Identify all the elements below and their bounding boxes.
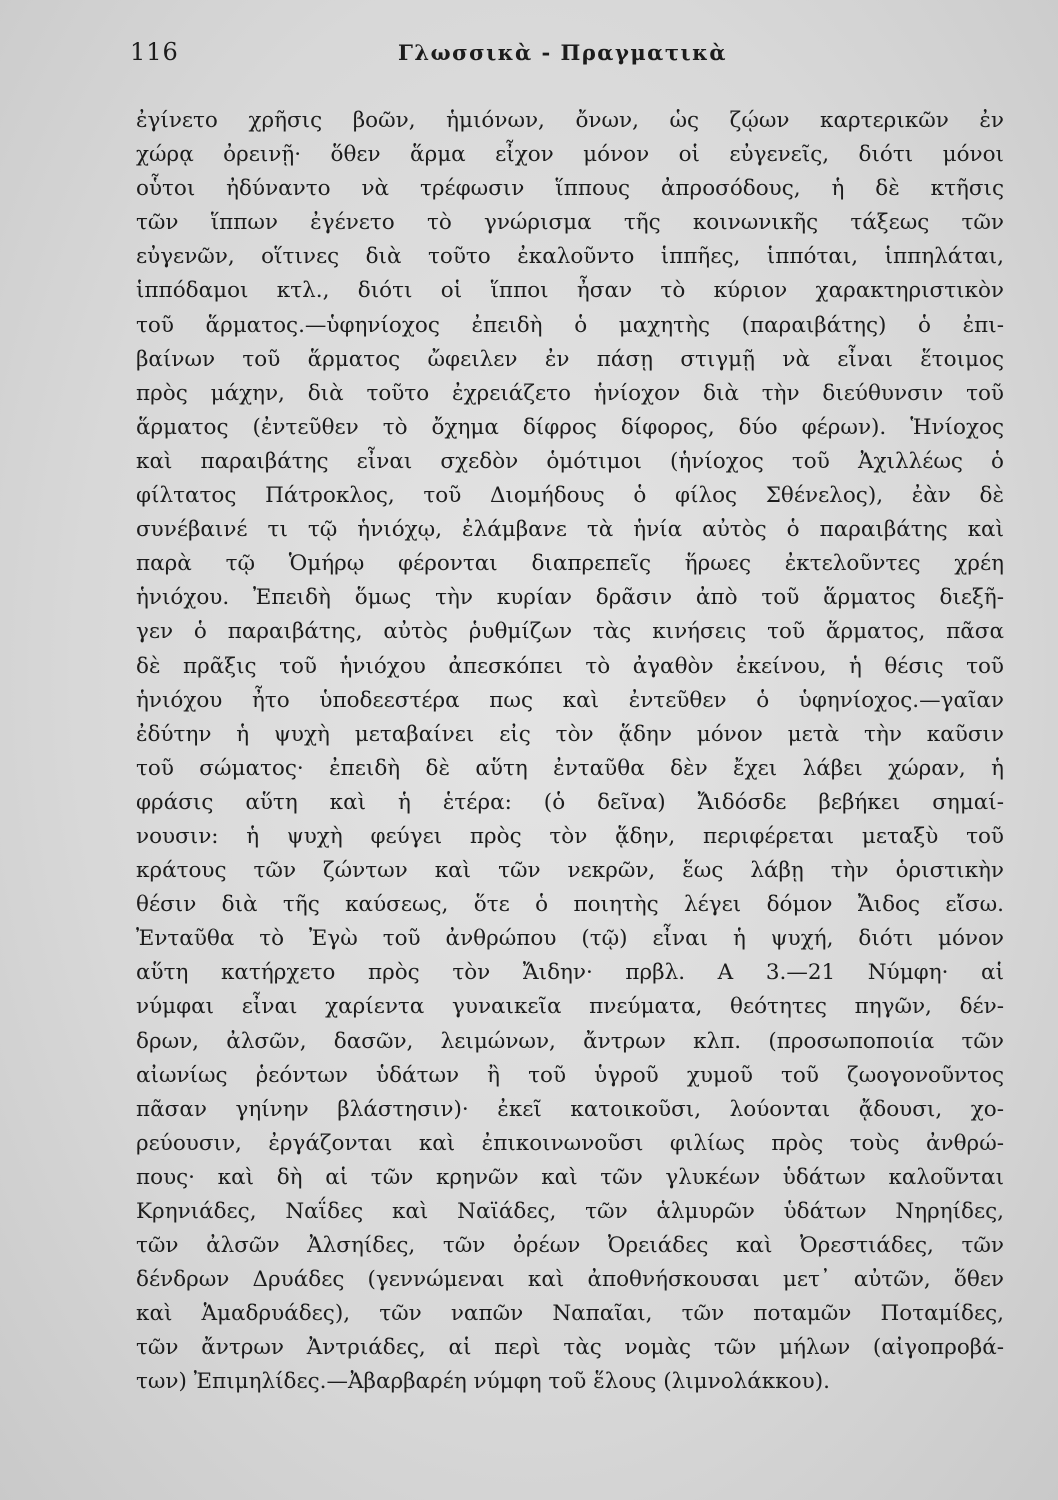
- text-line: πους· καὶ δὴ αἱ τῶν κρηνῶν καὶ τῶν γλυκέων ὑδάτων καλοῦνται: [136, 1164, 1004, 1190]
- text-line: παρὰ τῷ Ὁμήρῳ φέρονται διαπρεπεῖς ἥρωες ἐκτελοῦντες χρέη: [136, 551, 1004, 577]
- text-line: χώρᾳ ὀρεινῇ· ὅθεν ἅρμα εἶχον μόνον οἱ εὐγενεῖς, διότι μόνοι: [136, 142, 1004, 168]
- text-line: τῶν ἵππων ἐγένετο τὸ γνώρισμα τῆς κοινωνικῆς τάξεως τῶν: [136, 210, 1004, 236]
- text-line: δὲ πρᾶξις τοῦ ἡνιόχου ἀπεσκόπει τὸ ἀγαθὸν ἐκείνου, ἡ θέσις τοῦ: [136, 653, 1004, 679]
- running-head: [130, 38, 988, 68]
- text-line: νύμφαι εἶναι χαρίεντα γυναικεῖα πνεύματα, θεότητες πηγῶν, δέν-: [136, 994, 1004, 1020]
- text-line: φίλτατος Πάτροκλος, τοῦ Διομήδους ὁ φίλος Σθένελος), ἐὰν δὲ: [136, 483, 1004, 509]
- text-line: των) Ἐπιμηλίδες.—Ἀβαρβαρέη νύμφη τοῦ ἕλους (λιμνολάκκου).: [136, 1369, 830, 1395]
- text-line: καὶ Ἁμαδρυάδες), τῶν ναπῶν Ναπαῖαι, τῶν ποταμῶν Ποταμίδες,: [136, 1301, 1004, 1327]
- text-line: κράτους τῶν ζώντων καὶ τῶν νεκρῶν, ἕως λάβῃ τὴν ὁριστικὴν: [136, 858, 1004, 884]
- text-line: νουσιν: ἡ ψυχὴ φεύγει πρὸς τὸν ᾅδην, περιφέρεται μεταξὺ τοῦ: [136, 823, 1004, 849]
- text-line: δένδρων Δρυάδες (γεννώμεναι καὶ ἀποθνήσκουσαι μετ᾽ αὐτῶν, ὅθεν: [136, 1267, 1004, 1293]
- text-line: οὗτοι ἠδύναντο νὰ τρέφωσιν ἵππους ἀπροσόδους, ἡ δὲ κτῆσις: [136, 176, 1004, 202]
- text-line: τῶν ἀλσῶν Ἀλσηίδες, τῶν ὀρέων Ὀρειάδες καὶ Ὀρεστιάδες, τῶν: [136, 1233, 1004, 1259]
- text-line: φράσις αὕτη καὶ ἡ ἑτέρα: (ὁ δεῖνα) Ἄιδόσδε βεβήκει σημαί-: [136, 789, 1004, 815]
- text-line: πᾶσαν γηίνην βλάστησιν)· ἐκεῖ κατοικοῦσι, λούονται ᾄδουσι, χο-: [136, 1096, 1004, 1122]
- text-line: βαίνων τοῦ ἅρματος ὤφειλεν ἐν πάσῃ στιγμῇ νὰ εἶναι ἕτοιμος: [136, 346, 1004, 372]
- text-line: ἱππόδαμοι κτλ., διότι οἱ ἵπποι ἦσαν τὸ κύριον χαρακτηριστικὸν: [136, 278, 1004, 304]
- text-line: Κρηνιάδες, Ναΐδες καὶ Ναϊάδες, τῶν ἁλμυρῶν ὑδάτων Νηρηίδες,: [136, 1199, 1004, 1224]
- text-line: ρεύουσιν, ἐργάζονται καὶ ἐπικοινωνοῦσι φιλίως πρὸς τοὺς ἀνθρώ-: [136, 1130, 1004, 1156]
- text-line: Ἐνταῦθα τὸ Ἐγὼ τοῦ ἀνθρώπου (τῷ) εἶναι ἡ ψυχή, διότι μόνον: [136, 926, 1004, 952]
- text-line: τῶν ἄντρων Ἀντριάδες, αἱ περὶ τὰς νομὰς τῶν μήλων (αἰγοπροβά-: [136, 1335, 1004, 1361]
- text-line: ἡνιόχου ἦτο ὑποδεεστέρα πως καὶ ἐντεῦθεν ὁ ὑφηνίοχος.—γαῖαν: [136, 687, 1004, 713]
- text-line: ἅρματος (ἐντεῦθεν τὸ ὄχημα δίφρος δίφορος, δύο φέρων). Ἡνίοχος: [136, 414, 1004, 440]
- text-line: συνέβαινέ τι τῷ ἡνιόχῳ, ἐλάμβανε τὰ ἡνία αὐτὸς ὁ παραιβάτης καὶ: [136, 517, 1004, 543]
- page-number: 116: [130, 38, 179, 66]
- text-line: εὐγενῶν, οἵτινες διὰ τοῦτο ἐκαλοῦντο ἱππῆες, ἱππόται, ἱππηλάται,: [136, 244, 1004, 270]
- text-line: τοῦ ἅρματος.—ὑφηνίοχος ἐπειδὴ ὁ μαχητὴς (παραιβάτης) ὁ ἐπι-: [136, 312, 1004, 338]
- text-line: πρὸς μάχην, διὰ τοῦτο ἐχρειάζετο ἡνίοχον διὰ τὴν διεύθυνσιν τοῦ: [136, 380, 1004, 406]
- text-line: καὶ παραιβάτης εἶναι σχεδὸν ὁμότιμοι (ἡνίοχος τοῦ Ἀχιλλέως ὁ: [136, 448, 1004, 474]
- body-text: [136, 104, 1004, 1400]
- text-line: ἐγίνετο χρῆσις βοῶν, ἡμιόνων, ὄνων, ὡς ζῴων καρτερικῶν ἐν: [136, 108, 1004, 133]
- text-line: ἡνιόχου. Ἐπειδὴ ὅμως τὴν κυρίαν δρᾶσιν ἀπὸ τοῦ ἅρματος διεξῆ-: [136, 585, 1004, 611]
- text-line: ἐδύτην ἡ ψυχὴ μεταβαίνει εἰς τὸν ᾅδην μόνον μετὰ τὴν καῦσιν: [136, 721, 1004, 747]
- text-line: γεν ὁ παραιβάτης, αὐτὸς ῥυθμίζων τὰς κινήσεις τοῦ ἅρματος, πᾶσα: [136, 619, 1004, 645]
- running-title: Γλωσσικὰ - Πραγματικὰ: [398, 40, 728, 65]
- text-line: τοῦ σώματος· ἐπειδὴ δὲ αὕτη ἐνταῦθα δὲν ἔχει λάβει χώραν, ἡ: [136, 755, 1004, 781]
- text-line: θέσιν διὰ τῆς καύσεως, ὅτε ὁ ποιητὴς λέγει δόμον Ἄιδος εἴσω.: [136, 892, 1004, 918]
- text-line: αἰωνίως ῥεόντων ὑδάτων ἢ τοῦ ὑγροῦ χυμοῦ τοῦ ζωογονοῦντος: [136, 1062, 1004, 1088]
- text-line: αὕτη κατήρχετο πρὸς τὸν Ἄιδην· πρβλ. Α 3.—21 Νύμφη· αἱ: [136, 960, 1004, 986]
- text-line: δρων, ἀλσῶν, δασῶν, λειμώνων, ἄντρων κλπ. (προσωποποιία τῶν: [136, 1028, 1004, 1054]
